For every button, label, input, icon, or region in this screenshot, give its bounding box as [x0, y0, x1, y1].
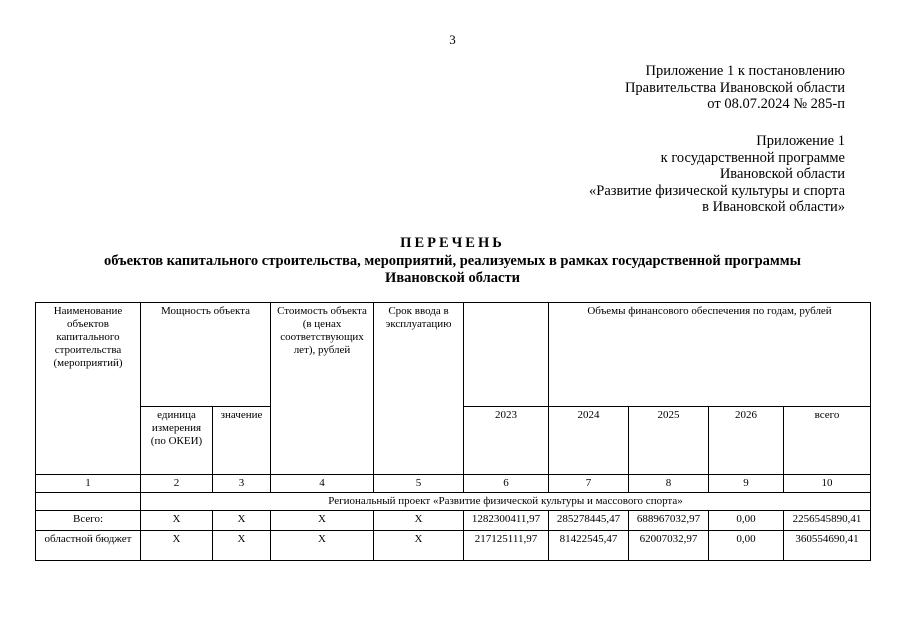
header-funding: Объемы финансового обеспечения по годам, рублей [549, 303, 871, 407]
appendix-decree-line: Правительства Ивановской области [624, 79, 845, 96]
column-number: 1 [36, 475, 141, 493]
column-number: 4 [271, 475, 374, 493]
row-2026: 0,00 [709, 511, 784, 531]
appendix-decree-line: Приложение 1 к постановлению [645, 63, 845, 79]
column-number: 2 [141, 475, 213, 493]
table-row [36, 531, 871, 561]
document-title: ПЕРЕЧЕНЬ [400, 235, 505, 251]
page-number: 3 [449, 32, 456, 47]
row-total: 2256545890,41 [784, 511, 871, 531]
row-2024: 285278445,47 [549, 511, 629, 531]
column-number: 5 [374, 475, 464, 493]
header-total: всего [784, 407, 871, 475]
row-2026: 0,00 [709, 531, 784, 561]
row-2025: 62007032,97 [629, 531, 709, 561]
header-cost: Стоимость объекта (в ценах соответствующих лет), рублей [271, 303, 374, 475]
appendix-program-header [589, 133, 845, 216]
row-cost: Х [271, 511, 374, 531]
header-year-2023: 2023 [464, 407, 549, 475]
header-year-2024: 2024 [549, 407, 629, 475]
document-subtitle [0, 253, 905, 287]
appendix-program-line: Ивановской области [719, 166, 845, 182]
row-term: Х [374, 511, 464, 531]
row-cost: Х [271, 531, 374, 561]
column-number: 7 [549, 475, 629, 493]
column-number: 9 [709, 475, 784, 493]
row-unit: Х [141, 531, 213, 561]
header-term: Срок ввода в эксплуатацию [374, 303, 464, 475]
row-unit: Х [141, 511, 213, 531]
header-empty-cell [464, 303, 549, 407]
appendix-program-line: «Развитие физической культуры и спорта [589, 182, 845, 199]
header-capacity: Мощность объекта [141, 303, 271, 407]
section-row [36, 493, 871, 511]
column-number: 10 [784, 475, 871, 493]
row-name: Всего: [36, 511, 141, 531]
appendix-program-line: в Ивановской области» [702, 199, 845, 215]
column-number: 6 [464, 475, 549, 493]
header-name: Наименование объектов капитального строительства (мероприятий) [36, 303, 141, 475]
row-value: Х [213, 531, 271, 561]
row-term: Х [374, 531, 464, 561]
row-2023: 1282300411,97 [464, 511, 549, 531]
header-unit: единица измерения (по ОКЕИ) [141, 407, 213, 475]
section-blank-cell [36, 493, 141, 511]
table-row [36, 511, 871, 531]
appendix-decree-line: от 08.07.2024 № 285-п [707, 96, 845, 112]
header-year-2025: 2025 [629, 407, 709, 475]
row-value: Х [213, 511, 271, 531]
column-number-row [36, 475, 871, 493]
objects-table [35, 302, 871, 561]
column-number: 3 [213, 475, 271, 493]
row-name: областной бюджет [36, 531, 141, 561]
section-title: Региональный проект «Развитие физической культуры и массового спорта» [141, 493, 871, 511]
row-2024: 81422545,47 [549, 531, 629, 561]
row-2023: 217125111,97 [464, 531, 549, 561]
appendix-decree-header [625, 63, 845, 113]
header-year-2026: 2026 [709, 407, 784, 475]
appendix-program-line: Приложение 1 [756, 133, 845, 149]
row-total: 360554690,41 [784, 531, 871, 561]
appendix-program-line: к государственной программе [660, 149, 845, 166]
header-value: значение [213, 407, 271, 475]
subtitle-line-1: объектов капитального строительства, мероприятий, реализуемых в рамках государственной программы [104, 253, 801, 269]
row-2025: 688967032,97 [629, 511, 709, 531]
column-number: 8 [629, 475, 709, 493]
subtitle-line-2: Ивановской области [385, 270, 520, 286]
